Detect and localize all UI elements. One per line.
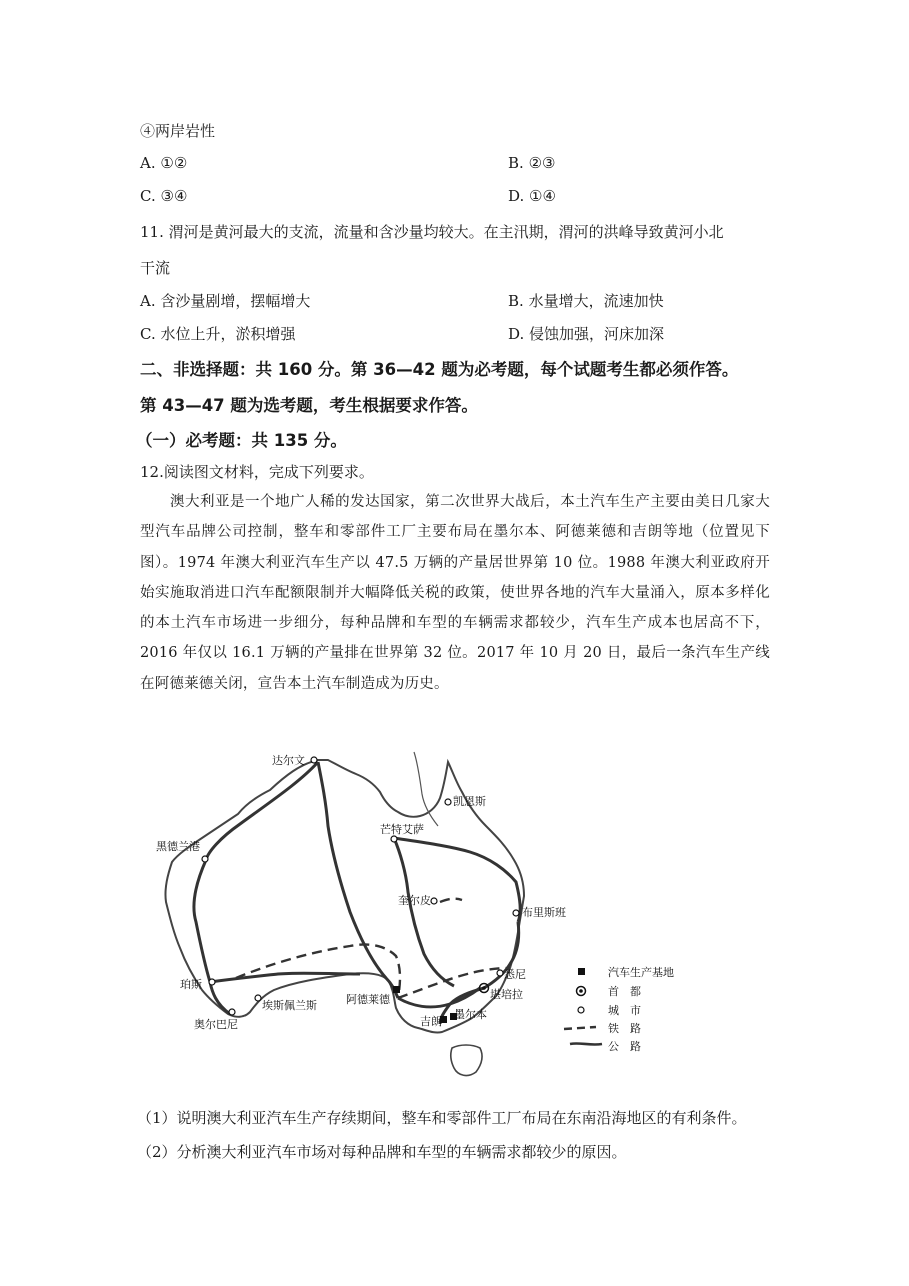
q10-item4: ④两岸岩性 — [140, 122, 216, 140]
legend-railway-symbol — [564, 1027, 596, 1029]
legend-city-symbol — [578, 1007, 584, 1013]
q10-option-b: B. ②③ — [508, 154, 556, 172]
city-label-melbourne: 墨尔本 — [454, 1008, 487, 1021]
legend-production-base-label: 汽车生产基地 — [608, 966, 674, 979]
city-label-darwin: 达尔文 — [272, 754, 305, 767]
q11-option-d: D. 侵蚀加强，河床加深 — [508, 325, 665, 343]
tasmania-outline — [451, 1045, 482, 1075]
city-label-adelaide: 阿德莱德 — [346, 993, 390, 1006]
q12-subquestion-1: （1）说明澳大利亚汽车生产存续期间，整车和零部件工厂布局在东南沿海地区的有利条件。 — [137, 1109, 747, 1127]
q11-stem-line2: 干流 — [140, 259, 171, 277]
city-label-cairns: 凯恩斯 — [453, 795, 486, 808]
q12-subquestion-2: （2）分析澳大利亚汽车市场对每种品牌和车型的车辆需求都较少的原因。 — [137, 1143, 627, 1161]
legend-capital-label: 首 都 — [608, 985, 641, 998]
city-label-mount-isa: 芒特艾萨 — [380, 823, 424, 836]
map-legend — [564, 965, 674, 1053]
q10-option-a: A. ①② — [140, 154, 188, 172]
q11-option-a: A. 含沙量剧增，摆幅增大 — [140, 292, 311, 310]
legend-highway-label: 公 路 — [608, 1040, 641, 1053]
q11-stem-line1: 11. 渭河是黄河最大的支流，流量和含沙量均较大。在主汛期，渭河的洪峰导致黄河小北 — [140, 223, 724, 241]
legend-production-base-symbol — [578, 968, 585, 975]
city-label-quilpie: 奎尔皮 — [398, 894, 431, 907]
city-label-geelong: 吉朗 — [420, 1015, 442, 1028]
q11-option-c: C. 水位上升，淤积增强 — [140, 325, 296, 343]
legend-railway-label: 铁 路 — [608, 1022, 641, 1035]
city-label-esperance: 埃斯佩兰斯 — [262, 999, 317, 1012]
section2-heading-line2: 第 43—47 题为选考题，考生根据要求作答。 — [140, 396, 478, 415]
q12-paragraph: 澳大利亚是一个地广人稀的发达国家，第二次世界大战后，本土汽车生产主要由美日几家大型汽车品牌公司控制，整车和零部件工厂主要布局在墨尔本、阿德莱德和吉朗等地（位置见下图）。1974 年澳大利亚汽车生产以 47.5 万辆的产量居世界第 10 位。1988 年澳大利亚政府开始实施取消进口汽车配额限制并大幅降低关税的政策，使世界各地的汽车大量涌入，原本多样化的本土汽车市场进一步细分，每种品牌和车型的车辆需求都较少，汽车生产成本也居高不下，2016 年仅以 16.1 万辆的产量排在世界第 32 位。2017 年 10 月 20 日，最后一条汽车生产线在阿德莱德关闭，宣告本土汽车制造成为历史。 — [140, 494, 770, 692]
q11-option-b: B. 水量增大，流速加快 — [508, 292, 664, 310]
city-label-albany: 奥尔巴尼 — [194, 1018, 238, 1031]
city-label-canberra: 堪培拉 — [490, 988, 523, 1001]
q10-option-d: D. ①④ — [508, 187, 556, 205]
section2-heading-line1: 二、非选择题：共 160 分。第 36—42 题为必考题，每个试题考生都必须作答。 — [140, 360, 739, 379]
city-label-brisbane: 布里斯班 — [522, 906, 566, 919]
australia-map — [150, 742, 690, 1084]
legend-city-label: 城 市 — [608, 1004, 641, 1017]
q10-option-c: C. ③④ — [140, 187, 188, 205]
legend-highway-symbol — [570, 1043, 602, 1044]
city-label-port-hedland: 黑德兰港 — [156, 840, 200, 853]
australia-map-figure — [150, 742, 690, 1084]
railway-network — [236, 899, 510, 998]
city-label-sydney: 悉尼 — [504, 968, 526, 981]
city-label-perth: 珀斯 — [180, 978, 202, 991]
q12-intro: 12.阅读图文材料，完成下列要求。 — [140, 463, 374, 481]
section2-subheading: （一）必考题：共 135 分。 — [136, 431, 347, 450]
